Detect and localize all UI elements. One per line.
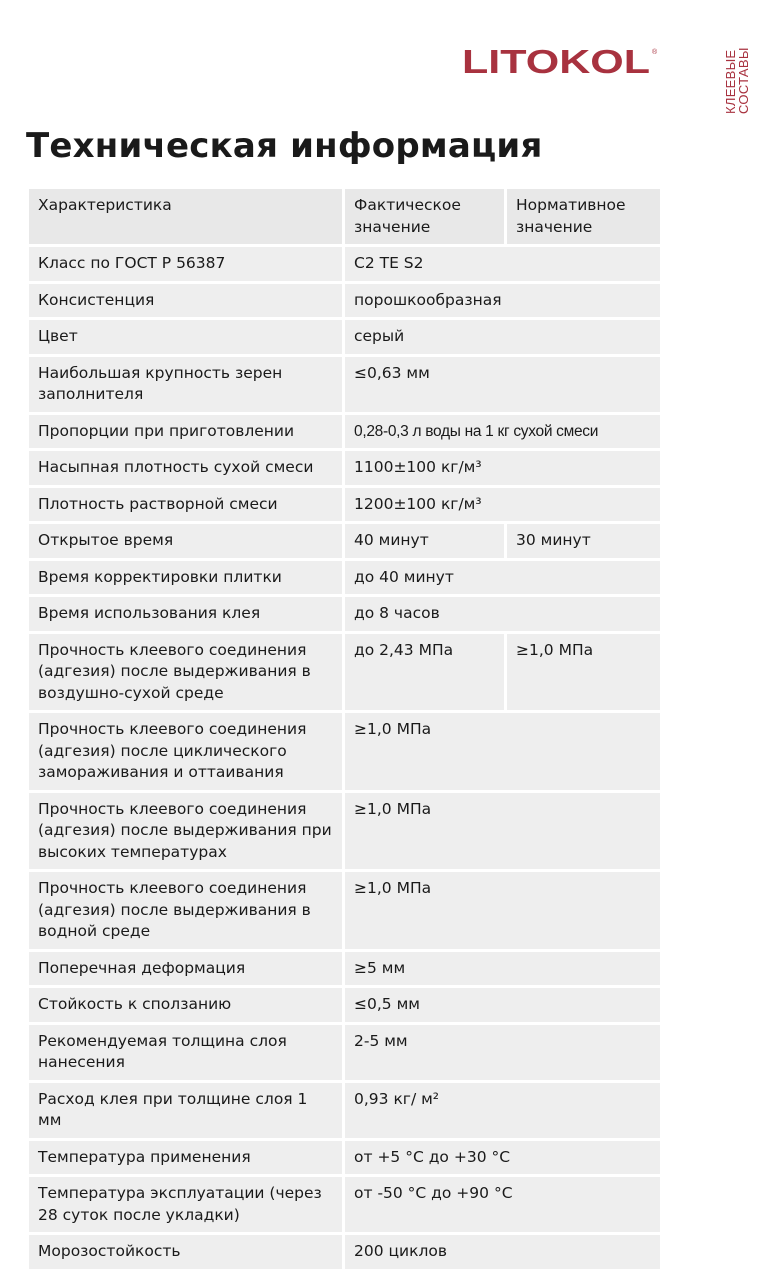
row-characteristic: Температура эксплуатации (через 28 суток после укладки) — [29, 1177, 342, 1232]
row-actual-value: ≥1,0 МПа — [345, 713, 660, 790]
row-actual-value: серый — [345, 320, 660, 354]
page-title: Техническая информация — [26, 126, 543, 166]
header-characteristic: Характеристика — [29, 189, 342, 244]
litokol-logo-graphic — [462, 46, 658, 76]
row-actual-value: ≤0,63 мм — [345, 357, 660, 412]
table-row — [29, 872, 660, 949]
table-row — [29, 597, 660, 631]
table-row — [29, 713, 660, 790]
category-line-2: СОСТАВЫ — [736, 47, 751, 114]
table-row — [29, 247, 660, 281]
row-actual-value: 200 циклов — [345, 1235, 660, 1269]
row-norm-value: ≥1,0 МПа — [507, 634, 660, 711]
row-actual-value: ≥1,0 МПа — [345, 872, 660, 949]
row-characteristic: Поперечная деформация — [29, 952, 342, 986]
row-actual-value: от -50 °С до +90 °С — [345, 1177, 660, 1232]
category-side-label — [724, 47, 750, 114]
row-characteristic: Наибольшая крупность зерен заполнителя — [29, 357, 342, 412]
row-characteristic: Рекомендуемая толщина слоя нанесения — [29, 1025, 342, 1080]
table-row — [29, 415, 660, 449]
table-row — [29, 320, 660, 354]
row-actual-value: 40 минут — [345, 524, 504, 558]
table-row — [29, 634, 660, 711]
logo-text: LITOKOL — [462, 46, 650, 76]
row-norm-value: 30 минут — [507, 524, 660, 558]
row-characteristic: Прочность клеевого соединения (адгезия) после выдерживания в водной среде — [29, 872, 342, 949]
row-characteristic: Консистенция — [29, 284, 342, 318]
row-actual-value: ≤0,5 мм — [345, 988, 660, 1022]
row-actual-value: 0,93 кг/ м² — [345, 1083, 660, 1138]
row-characteristic: Температура применения — [29, 1141, 342, 1175]
row-characteristic: Пропорции при приготовлении — [29, 415, 342, 449]
table-row — [29, 561, 660, 595]
table-row — [29, 793, 660, 870]
row-actual-value: ≥5 мм — [345, 952, 660, 986]
tech-info-table — [26, 186, 663, 1272]
row-actual-value: C2 TE S2 — [345, 247, 660, 281]
row-actual-value: до 40 минут — [345, 561, 660, 595]
header-norm: Нормативное значение — [507, 189, 660, 244]
row-actual-value: 2-5 мм — [345, 1025, 660, 1080]
row-characteristic: Цвет — [29, 320, 342, 354]
table-row — [29, 988, 660, 1022]
row-characteristic: Класс по ГОСТ Р 56387 — [29, 247, 342, 281]
row-characteristic: Плотность растворной смеси — [29, 488, 342, 522]
litokol-logo — [462, 46, 658, 80]
row-characteristic: Открытое время — [29, 524, 342, 558]
table-row — [29, 451, 660, 485]
table-row — [29, 524, 660, 558]
row-actual-value: 0,28-0,3 л воды на 1 кг сухой смеси — [345, 415, 660, 449]
table-row — [29, 952, 660, 986]
row-actual-value: до 8 часов — [345, 597, 660, 631]
row-characteristic: Стойкость к сползанию — [29, 988, 342, 1022]
table-row — [29, 1083, 660, 1138]
table-row — [29, 1235, 660, 1269]
row-actual-value: 1200±100 кг/м³ — [345, 488, 660, 522]
table-row — [29, 284, 660, 318]
row-characteristic: Насыпная плотность сухой смеси — [29, 451, 342, 485]
row-actual-value: порошкообразная — [345, 284, 660, 318]
header-actual: Фактическое значение — [345, 189, 504, 244]
row-actual-value: ≥1,0 МПа — [345, 793, 660, 870]
svg-text:®: ® — [652, 49, 658, 56]
table-row — [29, 488, 660, 522]
row-actual-value: до 2,43 МПа — [345, 634, 504, 711]
table-header-row — [29, 189, 660, 244]
row-actual-value: от +5 °С до +30 °С — [345, 1141, 660, 1175]
row-characteristic: Прочность клеевого соединения (адгезия) после выдерживания при высоких температурах — [29, 793, 342, 870]
table-row — [29, 357, 660, 412]
row-characteristic: Время корректировки плитки — [29, 561, 342, 595]
row-characteristic: Прочность клеевого соединения (адгезия) после выдерживания в воздушно-сухой среде — [29, 634, 342, 711]
table-row — [29, 1025, 660, 1080]
table-row — [29, 1177, 660, 1232]
category-line-1: КЛЕЕВЫЕ — [723, 49, 738, 114]
row-characteristic: Прочность клеевого соединения (адгезия) после циклического замораживания и оттаивания — [29, 713, 342, 790]
table-row — [29, 1141, 660, 1175]
row-characteristic: Морозостойкость — [29, 1235, 342, 1269]
row-actual-value: 1100±100 кг/м³ — [345, 451, 660, 485]
row-characteristic: Время использования клея — [29, 597, 342, 631]
row-characteristic: Расход клея при толщине слоя 1 мм — [29, 1083, 342, 1138]
